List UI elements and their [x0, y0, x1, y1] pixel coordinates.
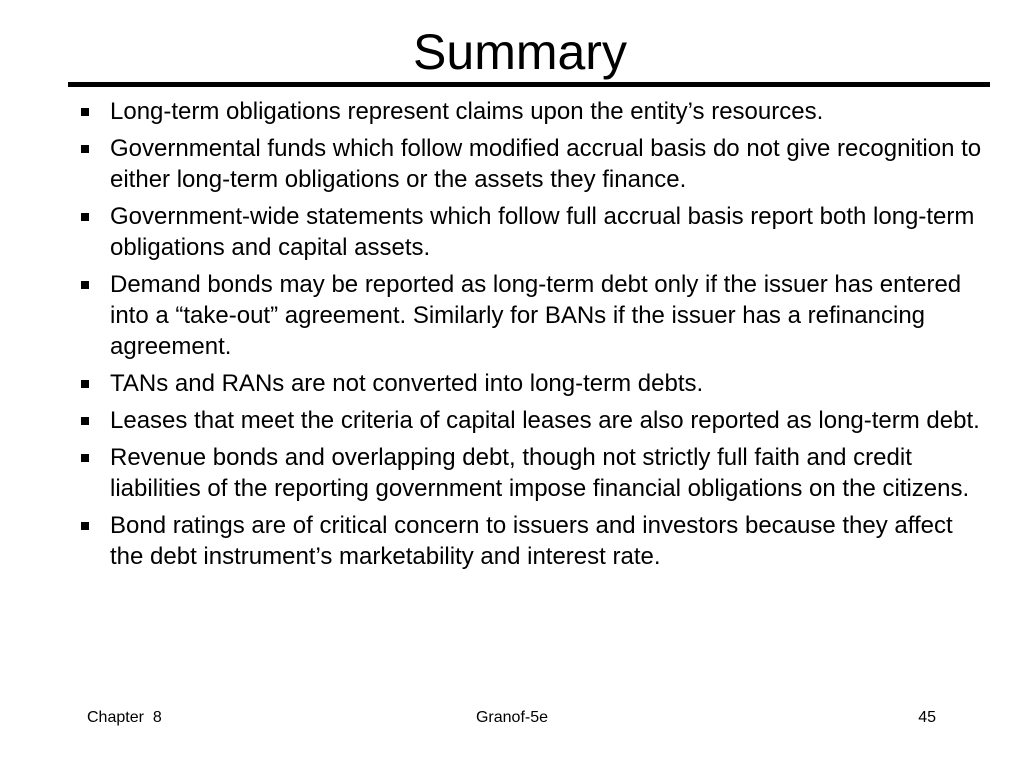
square-bullet-icon — [81, 522, 89, 530]
bullet-text: Long-term obligations represent claims upon the entity’s resources. — [110, 98, 824, 125]
square-bullet-icon — [81, 380, 89, 388]
slide-title: Summary — [413, 24, 627, 80]
bullet-item — [0, 405, 1024, 436]
square-bullet-icon — [81, 108, 89, 116]
bullet-item — [0, 368, 1024, 399]
footer-chapter: Chapter 8 — [87, 709, 162, 726]
bullet-item — [0, 201, 1024, 263]
footer-source: Granof-5e — [475, 709, 549, 726]
square-bullet-icon — [81, 213, 89, 221]
bullet-item — [0, 442, 1024, 504]
bullet-text: Demand bonds may be reported as long-term debt only if the issuer has entered into a “take-out” agreement. Similarly for BANs if the issuer has a refinancing agreement. — [110, 271, 962, 360]
square-bullet-icon — [81, 454, 89, 462]
bullet-item — [0, 96, 1024, 127]
bullet-text: TANs and RANs are not converted into long-term debts. — [110, 370, 704, 397]
square-bullet-icon — [81, 145, 89, 153]
square-bullet-icon — [81, 417, 89, 425]
bullet-text: Leases that meet the criteria of capital leases are also reported as long-term debt. — [110, 407, 980, 434]
bullet-item — [0, 510, 1024, 572]
title-underline — [68, 82, 990, 87]
footer-page-number: 45 — [918, 709, 936, 726]
bullet-text: Revenue bonds and overlapping debt, though not strictly full faith and credit liabilities of the reporting government impose financial obligations on the citizens. — [110, 444, 970, 502]
bullet-text: Bond ratings are of critical concern to issuers and investors because they affect the debt instrument’s marketability and interest rate. — [110, 512, 953, 570]
bullet-item — [0, 269, 1024, 362]
bullet-text: Governmental funds which follow modified accrual basis do not give recognition to either long-term obligations or the assets they finance. — [110, 135, 982, 193]
bullet-list — [0, 96, 1024, 578]
bullet-text: Government-wide statements which follow full accrual basis report both long-term obligations and capital assets. — [110, 203, 975, 261]
bullet-item — [0, 133, 1024, 195]
square-bullet-icon — [81, 281, 89, 289]
